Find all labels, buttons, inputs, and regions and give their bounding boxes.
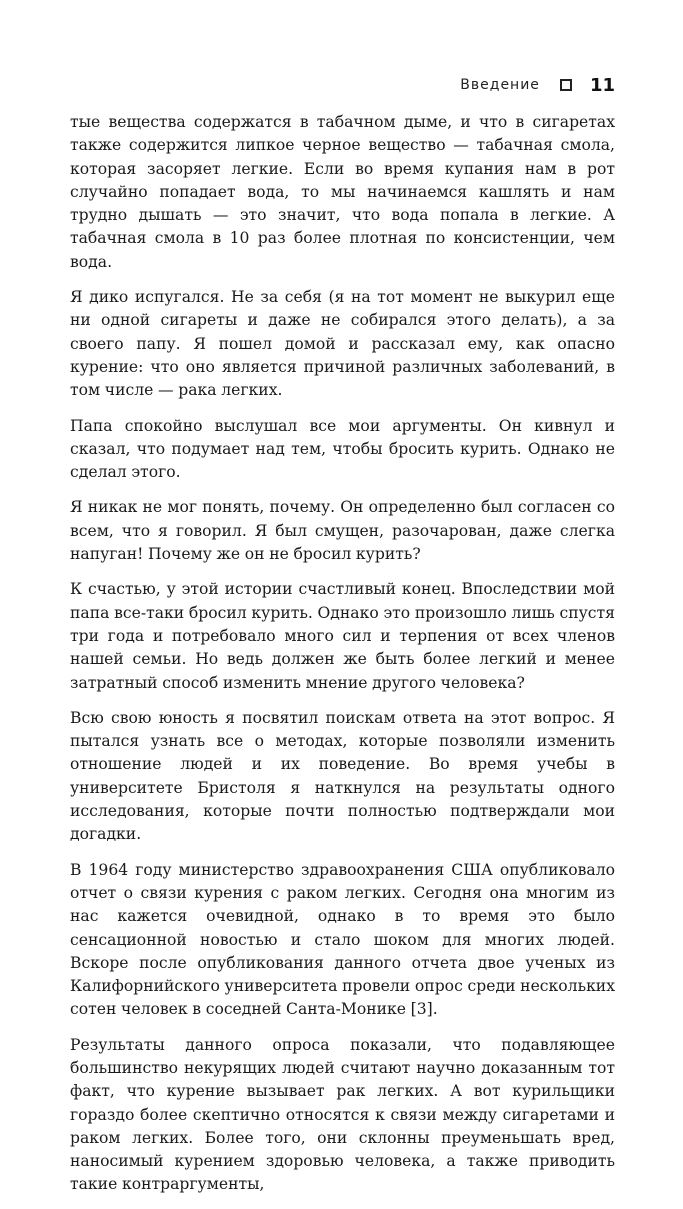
paragraph: тые вещества содержатся в табачном дыме, и что в сигаретах также содержится липкое черное вещество — табачная смола, которая засоряет легкие. Если во время купания нам в рот случайно попадает вода, то мы начинаемся кашлять и нам трудно дышать — это значит, что вода попала в легкие. А табачная смола в 10 раз более плотная по консистенции, чем вода. [70,113,615,271]
paragraph: Результаты данного опроса показали, что подавляющее большинство некурящих людей считают научно доказанным тот факт, что курение вызывает рак легких. А вот курильщики гораздо более скептично относятся к связи между сигаретами и раком легких. Более того, они склонны преуменьшать вред, наносимый курением здоровью человека, а также приводить такие контраргументы, [70,1035,615,1194]
running-head [70,72,615,98]
paragraph: К счастью, у этой истории счастливый конец. Впоследствии мой папа все-таки бросил курить. Однако это произошло лишь спустя три года и потребовало много сил и терпения от всех членов нашей семьи. Но ведь должен же быть более легкий и менее затратный способ изменить мнение другого человека? [70,580,615,692]
section-title: Введение [460,77,540,93]
page-number: 11 [589,74,615,96]
paragraph: Я никак не мог понять, почему. Он определенно был согласен со всем, что я говорил. Я был смущен, разочарован, даже слегка напуган! Почему же он не бросил курить? [70,498,615,564]
paragraph: Я дико испугался. Не за себя (я на тот момент не выкурил еще ни одной сигареты и даже не собирался этого делать), а за своего папу. Я пошел домой и рассказал ему, как опасно курение: что оно является причиной различных заболеваний, в том числе — рака легких. [70,288,615,400]
square-bullet-icon [560,79,572,91]
paragraph: Всю свою юность я посвятил поискам ответа на этот вопрос. Я пытался узнать все о методах, которые позволяли изменить отношение людей и их поведение. Во время учебы в университете Бристоля я наткнулся на результаты одного исследования, которые почти полностью подтверждали мои догадки. [70,708,615,844]
paragraph: В 1964 году министерство здравоохранения США опубликовало отчет о связи курения с раком легких. Сегодня она многим из нас кажется очевидной, однако в то время это было сенсационной новостью и стало шоком для многих людей. Вскоре после опубликования данного отчета двое ученых из Калифорнийского университета провели опрос среди нескольких сотен человек в соседней Санта-Монике [3]. [70,860,615,1019]
paragraph: Папа спокойно выслушал все мои аргументы. Он кивнул и сказал, что подумает над тем, чтобы бросить курить. Однако не сделал этого. [70,416,615,482]
text-body [70,111,615,1209]
